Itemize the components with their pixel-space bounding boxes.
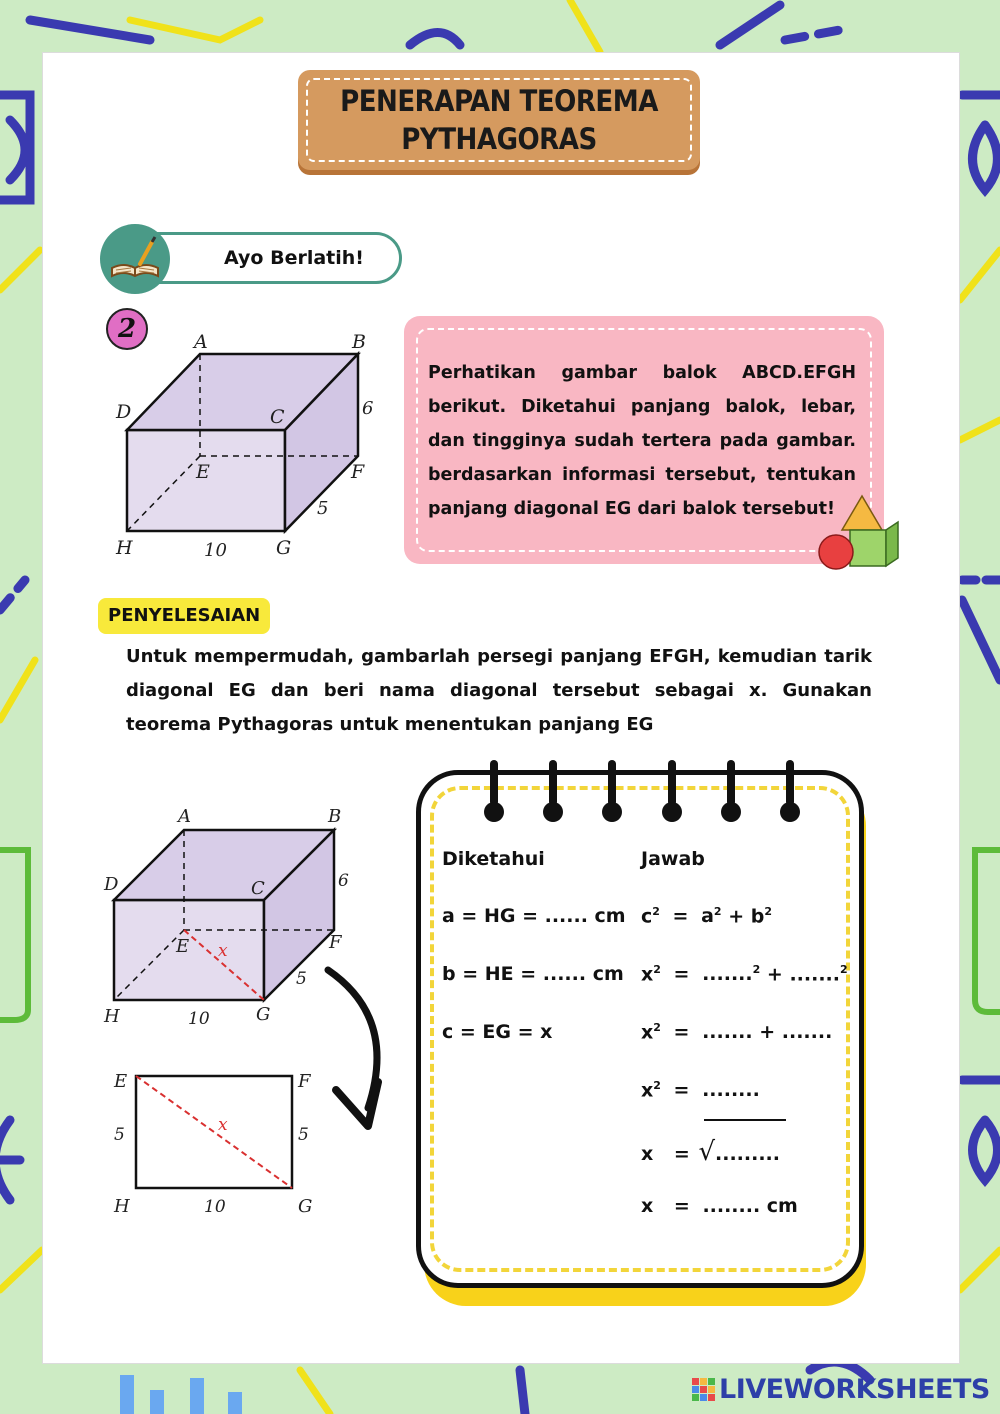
ring-dot-3 [602,802,622,822]
ring-dot-1 [484,802,504,822]
l3-left: x [641,1021,654,1044]
ring-5 [727,760,735,806]
liveworksheets-logo[interactable] [692,1374,990,1405]
answer-header: Jawab [641,848,705,870]
l5-eq: = [673,1143,690,1165]
vertex-c: C [270,406,285,428]
length-label: 10 [204,540,227,561]
ring-3 [608,760,616,806]
l2-a: ....... [702,963,753,986]
ring-2 [549,760,557,806]
sqrt-bar [704,1119,786,1121]
vertex-a-2: A [178,806,191,827]
rectangle-efgh-figure [108,1064,328,1220]
solution-text: Untuk mempermudah, gambarlah persegi panjang EFGH, kemudian tarik diagonal EG dan beri nama diagonal tersebut sebagai x. Gunakan teorema Pythagoras untuk menentukan panjang EG [126,646,872,735]
answer-line-4 [641,1079,760,1101]
vertex-e-2: E [176,936,190,957]
rect-bottom-side: 10 [204,1197,226,1217]
l4-left: x [641,1079,654,1102]
book-icon [100,224,170,294]
l2-left: x [641,963,654,986]
rect-vertex-f: F [298,1071,311,1092]
known-a: a = HG = ...... cm [442,905,626,927]
question-number: 2 [106,308,148,350]
height-label-2: 6 [338,871,349,891]
l2-b-exp: 2 [839,963,848,976]
rect-vertex-g: G [298,1196,313,1217]
l3-eq: = [673,1021,690,1044]
rect-vertex-e: E [114,1071,128,1092]
l3-body: ....... + ....... [702,1021,833,1044]
l2-a-exp: 2 [752,963,761,976]
l4-body: ........ [702,1079,760,1102]
ring-dot-4 [662,802,682,822]
curved-arrow-icon [318,958,408,1144]
l4-left-exp: 2 [653,1079,661,1092]
rect-right-side: 5 [298,1125,309,1145]
height-label: 6 [362,398,374,419]
width-label: 5 [317,498,329,519]
vertex-c-2: C [251,878,265,899]
sqrt-icon: √ [698,1137,716,1167]
l2-b: ....... [789,963,840,986]
width-label-2: 5 [296,969,307,989]
ring-6 [786,760,794,806]
shapes-icon [814,492,904,574]
known-c: c = EG = x [442,1021,553,1043]
ring-1 [490,760,498,806]
practice-badge-label: Ayo Berlatih! [224,247,364,269]
l1-a-exp: 2 [713,905,722,918]
ring-dot-2 [543,802,563,822]
vertex-d: D [116,401,132,423]
l5-body: ......... [715,1143,780,1165]
ring-dot-6 [780,802,800,822]
l3-left-exp: 2 [653,1021,661,1034]
vertex-f-2: F [329,932,342,953]
vertex-g-2: G [256,1004,271,1025]
rect-diagonal-label: x [218,1115,228,1135]
answer-line-6 [641,1195,798,1217]
vertex-b: B [352,331,366,353]
title-line-1: PENERAPAN TEOREMA [340,84,658,118]
vertex-h: H [116,537,133,559]
answer-line-1 [641,905,772,927]
vertex-d-2: D [104,874,119,895]
rect-left-side: 5 [114,1125,125,1145]
diagonal-label: x [218,941,228,961]
l1-eq: = [672,905,689,928]
l4-eq: = [673,1079,690,1102]
cuboid-figure [100,326,390,566]
vertex-f: F [351,461,365,483]
l6-body: ........ cm [702,1195,798,1217]
answer-line-2 [641,963,848,985]
book-icon-circle [100,224,170,294]
vertex-e: E [196,461,210,483]
answer-line-3 [641,1021,832,1043]
known-header: Diketahui [442,848,545,870]
l6-eq: = [673,1195,690,1217]
title-line-2: PYTHAGORAS [401,122,597,156]
answer-line-5 [641,1137,780,1167]
vertex-b-2: B [328,806,342,827]
l1-plus: + [728,905,745,928]
l2-plus: + [766,963,783,986]
vertex-h-2: H [104,1006,120,1027]
ring-4 [668,760,676,806]
solution-label: PENYELESAIAN [98,598,270,634]
l1-b-exp: 2 [764,905,773,918]
l5-left: x [641,1143,654,1165]
problem-text: Perhatikan gambar balok ABCD.EFGH berikut. Diketahui panjang balok, lebar, dan tingginya sudah tertera pada gambar. berdasarkan informasi tersebut, tentukan panjang diagonal EG dari balok tersebut! [428,363,856,519]
l2-left-exp: 2 [653,963,661,976]
rect-vertex-h: H [114,1196,130,1217]
l6-left: x [641,1195,654,1217]
l1-left: c [641,905,653,928]
l1-a: a [701,905,714,928]
known-b: b = HE = ...... cm [442,963,624,985]
length-label-2: 10 [188,1009,210,1029]
l1-left-exp: 2 [652,905,660,918]
vertex-a: A [194,331,208,353]
l2-eq: = [673,963,690,986]
logo-text: LIVEWORKSHEETS [719,1374,990,1405]
vertex-g: G [276,537,292,559]
logo-grid-icon [692,1378,715,1401]
title-banner [298,70,700,170]
l1-b: b [750,905,765,928]
ring-dot-5 [721,802,741,822]
